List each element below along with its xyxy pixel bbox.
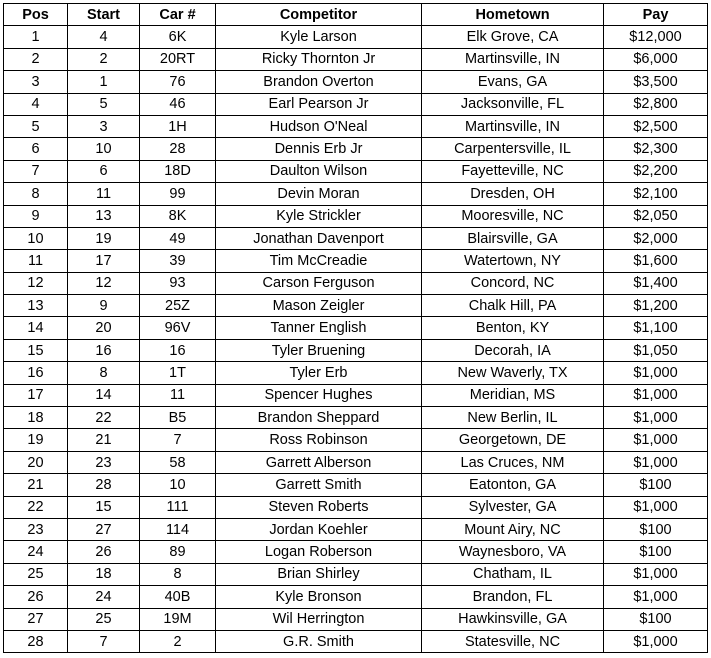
cell-pos: 22 [4, 496, 68, 518]
cell-hometown: Fayetteville, NC [422, 160, 604, 182]
cell-car-number: 25Z [140, 295, 216, 317]
table-row [4, 362, 708, 384]
table-row [4, 272, 708, 294]
cell-car-number: 7 [140, 429, 216, 451]
cell-pos: 2 [4, 48, 68, 70]
cell-hometown: Evans, GA [422, 71, 604, 93]
cell-pos: 4 [4, 93, 68, 115]
table-row [4, 451, 708, 473]
cell-car-number: 6K [140, 26, 216, 48]
cell-car-number: 39 [140, 250, 216, 272]
cell-car-number: 58 [140, 451, 216, 473]
cell-hometown: Georgetown, DE [422, 429, 604, 451]
cell-pay: $2,200 [604, 160, 708, 182]
cell-car-number: 11 [140, 384, 216, 406]
cell-pos: 5 [4, 115, 68, 137]
cell-pay: $1,100 [604, 317, 708, 339]
table-row [4, 630, 708, 652]
cell-competitor: Brandon Sheppard [216, 407, 422, 429]
table-row [4, 608, 708, 630]
cell-competitor: Tyler Bruening [216, 339, 422, 361]
cell-pos: 17 [4, 384, 68, 406]
cell-competitor: Wil Herrington [216, 608, 422, 630]
table-row [4, 138, 708, 160]
cell-competitor: Kyle Strickler [216, 205, 422, 227]
cell-car-number: 2 [140, 630, 216, 652]
cell-pay: $2,800 [604, 93, 708, 115]
cell-car-number: 10 [140, 474, 216, 496]
cell-start: 19 [68, 227, 140, 249]
cell-start: 2 [68, 48, 140, 70]
cell-hometown: Hawkinsville, GA [422, 608, 604, 630]
cell-pos: 13 [4, 295, 68, 317]
cell-car-number: 46 [140, 93, 216, 115]
cell-pay: $1,000 [604, 362, 708, 384]
table-row [4, 115, 708, 137]
results-body [4, 26, 708, 653]
cell-car-number: 8 [140, 563, 216, 585]
cell-competitor: Ricky Thornton Jr [216, 48, 422, 70]
cell-pos: 1 [4, 26, 68, 48]
cell-hometown: Carpentersville, IL [422, 138, 604, 160]
results-table [3, 3, 708, 653]
cell-pay: $1,000 [604, 586, 708, 608]
table-row [4, 317, 708, 339]
cell-hometown: Dresden, OH [422, 183, 604, 205]
cell-competitor: Logan Roberson [216, 541, 422, 563]
table-row [4, 250, 708, 272]
cell-pos: 26 [4, 586, 68, 608]
cell-hometown: Meridian, MS [422, 384, 604, 406]
cell-competitor: Jordan Koehler [216, 518, 422, 540]
table-row [4, 26, 708, 48]
cell-competitor: Daulton Wilson [216, 160, 422, 182]
cell-pay: $12,000 [604, 26, 708, 48]
table-row [4, 227, 708, 249]
cell-car-number: 8K [140, 205, 216, 227]
cell-competitor: Dennis Erb Jr [216, 138, 422, 160]
cell-pay: $1,200 [604, 295, 708, 317]
cell-pay: $1,000 [604, 496, 708, 518]
cell-car-number: 76 [140, 71, 216, 93]
cell-competitor: Brandon Overton [216, 71, 422, 93]
cell-hometown: Brandon, FL [422, 586, 604, 608]
cell-competitor: Kyle Larson [216, 26, 422, 48]
cell-start: 25 [68, 608, 140, 630]
cell-pos: 19 [4, 429, 68, 451]
cell-car-number: 111 [140, 496, 216, 518]
cell-pos: 6 [4, 138, 68, 160]
cell-pay: $3,500 [604, 71, 708, 93]
cell-hometown: Mooresville, NC [422, 205, 604, 227]
cell-start: 24 [68, 586, 140, 608]
cell-start: 26 [68, 541, 140, 563]
cell-hometown: Martinsville, IN [422, 115, 604, 137]
cell-start: 17 [68, 250, 140, 272]
cell-competitor: Garrett Alberson [216, 451, 422, 473]
cell-competitor: Kyle Bronson [216, 586, 422, 608]
table-row [4, 160, 708, 182]
cell-car-number: 19M [140, 608, 216, 630]
cell-hometown: Chalk Hill, PA [422, 295, 604, 317]
table-row [4, 496, 708, 518]
cell-pay: $2,300 [604, 138, 708, 160]
table-row [4, 586, 708, 608]
cell-hometown: Mount Airy, NC [422, 518, 604, 540]
cell-competitor: Brian Shirley [216, 563, 422, 585]
table-row [4, 563, 708, 585]
cell-start: 22 [68, 407, 140, 429]
cell-competitor: Carson Ferguson [216, 272, 422, 294]
cell-pay: $2,500 [604, 115, 708, 137]
table-row [4, 93, 708, 115]
header-pos: Pos [4, 4, 68, 26]
table-row [4, 384, 708, 406]
cell-hometown: Concord, NC [422, 272, 604, 294]
cell-pay: $6,000 [604, 48, 708, 70]
cell-pay: $100 [604, 518, 708, 540]
cell-start: 6 [68, 160, 140, 182]
cell-pay: $2,050 [604, 205, 708, 227]
cell-start: 4 [68, 26, 140, 48]
cell-pos: 18 [4, 407, 68, 429]
cell-competitor: Ross Robinson [216, 429, 422, 451]
cell-car-number: 1T [140, 362, 216, 384]
cell-hometown: Benton, KY [422, 317, 604, 339]
cell-hometown: Elk Grove, CA [422, 26, 604, 48]
cell-car-number: 20RT [140, 48, 216, 70]
cell-pay: $100 [604, 541, 708, 563]
cell-hometown: Statesville, NC [422, 630, 604, 652]
cell-pay: $100 [604, 608, 708, 630]
cell-car-number: B5 [140, 407, 216, 429]
cell-start: 14 [68, 384, 140, 406]
table-row [4, 407, 708, 429]
cell-car-number: 114 [140, 518, 216, 540]
cell-competitor: Tim McCreadie [216, 250, 422, 272]
cell-pay: $2,000 [604, 227, 708, 249]
cell-hometown: Martinsville, IN [422, 48, 604, 70]
cell-competitor: Devin Moran [216, 183, 422, 205]
cell-pay: $1,000 [604, 407, 708, 429]
header-hometown: Hometown [422, 4, 604, 26]
cell-pay: $1,000 [604, 451, 708, 473]
cell-pay: $2,100 [604, 183, 708, 205]
header-competitor: Competitor [216, 4, 422, 26]
cell-pos: 8 [4, 183, 68, 205]
cell-start: 11 [68, 183, 140, 205]
cell-pay: $1,000 [604, 429, 708, 451]
cell-pos: 10 [4, 227, 68, 249]
cell-car-number: 18D [140, 160, 216, 182]
cell-competitor: Tyler Erb [216, 362, 422, 384]
cell-pos: 14 [4, 317, 68, 339]
cell-start: 5 [68, 93, 140, 115]
cell-car-number: 96V [140, 317, 216, 339]
table-row [4, 183, 708, 205]
cell-competitor: Garrett Smith [216, 474, 422, 496]
cell-pos: 21 [4, 474, 68, 496]
cell-pos: 28 [4, 630, 68, 652]
cell-competitor: Tanner English [216, 317, 422, 339]
cell-competitor: Steven Roberts [216, 496, 422, 518]
table-row [4, 541, 708, 563]
cell-start: 28 [68, 474, 140, 496]
header-car-number: Car # [140, 4, 216, 26]
cell-pos: 3 [4, 71, 68, 93]
cell-competitor: Earl Pearson Jr [216, 93, 422, 115]
table-row [4, 205, 708, 227]
header-pay: Pay [604, 4, 708, 26]
table-row [4, 429, 708, 451]
cell-pay: $100 [604, 474, 708, 496]
table-row [4, 48, 708, 70]
cell-pos: 9 [4, 205, 68, 227]
table-row [4, 474, 708, 496]
cell-car-number: 49 [140, 227, 216, 249]
cell-hometown: Sylvester, GA [422, 496, 604, 518]
cell-car-number: 93 [140, 272, 216, 294]
cell-pay: $1,600 [604, 250, 708, 272]
table-row [4, 295, 708, 317]
cell-pos: 27 [4, 608, 68, 630]
table-row [4, 518, 708, 540]
cell-start: 8 [68, 362, 140, 384]
cell-hometown: Decorah, IA [422, 339, 604, 361]
cell-competitor: Mason Zeigler [216, 295, 422, 317]
cell-start: 23 [68, 451, 140, 473]
header-row [4, 4, 708, 26]
cell-start: 9 [68, 295, 140, 317]
cell-hometown: Chatham, IL [422, 563, 604, 585]
cell-pay: $1,400 [604, 272, 708, 294]
cell-pos: 23 [4, 518, 68, 540]
header-start: Start [68, 4, 140, 26]
cell-start: 10 [68, 138, 140, 160]
cell-hometown: Blairsville, GA [422, 227, 604, 249]
cell-pos: 11 [4, 250, 68, 272]
cell-hometown: New Waverly, TX [422, 362, 604, 384]
cell-hometown: Las Cruces, NM [422, 451, 604, 473]
cell-competitor: G.R. Smith [216, 630, 422, 652]
cell-hometown: New Berlin, IL [422, 407, 604, 429]
cell-start: 1 [68, 71, 140, 93]
cell-pos: 24 [4, 541, 68, 563]
cell-start: 18 [68, 563, 140, 585]
cell-start: 16 [68, 339, 140, 361]
cell-start: 13 [68, 205, 140, 227]
cell-car-number: 40B [140, 586, 216, 608]
table-row [4, 71, 708, 93]
cell-pos: 25 [4, 563, 68, 585]
cell-competitor: Hudson O'Neal [216, 115, 422, 137]
cell-pay: $1,000 [604, 384, 708, 406]
cell-pay: $1,050 [604, 339, 708, 361]
cell-car-number: 16 [140, 339, 216, 361]
cell-start: 3 [68, 115, 140, 137]
cell-hometown: Watertown, NY [422, 250, 604, 272]
cell-hometown: Eatonton, GA [422, 474, 604, 496]
cell-start: 7 [68, 630, 140, 652]
cell-competitor: Spencer Hughes [216, 384, 422, 406]
cell-pay: $1,000 [604, 563, 708, 585]
cell-pos: 7 [4, 160, 68, 182]
table-row [4, 339, 708, 361]
cell-pay: $1,000 [604, 630, 708, 652]
cell-start: 12 [68, 272, 140, 294]
cell-hometown: Jacksonville, FL [422, 93, 604, 115]
cell-competitor: Jonathan Davenport [216, 227, 422, 249]
cell-start: 27 [68, 518, 140, 540]
cell-hometown: Waynesboro, VA [422, 541, 604, 563]
cell-car-number: 1H [140, 115, 216, 137]
cell-car-number: 99 [140, 183, 216, 205]
cell-start: 15 [68, 496, 140, 518]
cell-car-number: 28 [140, 138, 216, 160]
cell-car-number: 89 [140, 541, 216, 563]
cell-start: 21 [68, 429, 140, 451]
cell-pos: 12 [4, 272, 68, 294]
cell-pos: 15 [4, 339, 68, 361]
cell-pos: 16 [4, 362, 68, 384]
cell-pos: 20 [4, 451, 68, 473]
cell-start: 20 [68, 317, 140, 339]
